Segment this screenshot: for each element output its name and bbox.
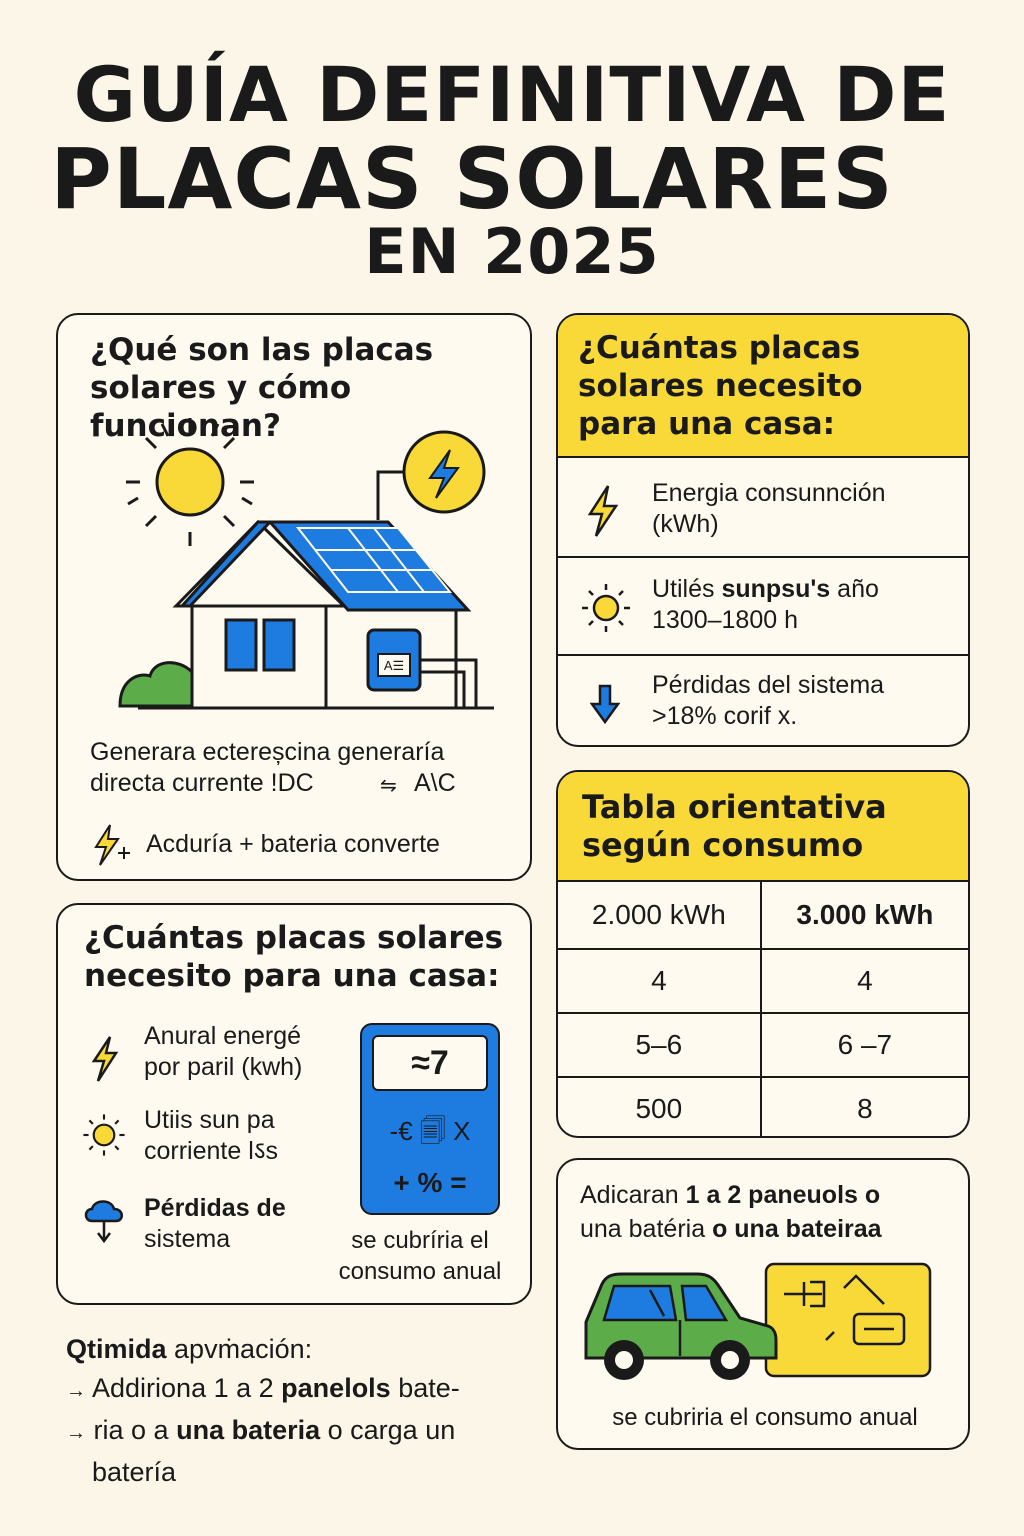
table-header-cell: 2.000 kWh bbox=[558, 881, 761, 949]
table-cell: 500 bbox=[558, 1077, 761, 1138]
need-row-losses-text: Pérdidas del sistema >18% corif x. bbox=[652, 671, 885, 730]
lightning-icon bbox=[90, 1035, 120, 1083]
bottom-heading-a: Qtimida bbox=[66, 1334, 167, 1364]
table-row bbox=[558, 1077, 968, 1138]
consumption-table bbox=[558, 880, 968, 1138]
card-calc-heading: ¿Cuántas placas solares necesito para una casa: bbox=[84, 920, 504, 994]
need-row-sun bbox=[558, 558, 968, 656]
bush-icon bbox=[120, 663, 192, 706]
calc-item-energy: Anural energé por paril (kwh) bbox=[144, 1022, 303, 1081]
table-cell: 4 bbox=[558, 949, 761, 1013]
how-line-1: Generara ectereșcina generaría bbox=[90, 738, 445, 766]
calculator-keys-row-1: -€ 🗐 X bbox=[389, 1116, 471, 1146]
bottom-note bbox=[66, 1330, 536, 1492]
table-header-cell: 3.000 kWh bbox=[761, 881, 968, 949]
need-row-energy-text: Energia consunnción (kWh) bbox=[652, 479, 886, 538]
house-illustration bbox=[58, 410, 532, 710]
need-row-sun-line1 bbox=[652, 574, 879, 605]
calculator-icon bbox=[360, 1023, 500, 1215]
bottom-item-3: batería bbox=[92, 1457, 177, 1487]
table-row bbox=[558, 949, 968, 1013]
card-add bbox=[556, 1158, 970, 1450]
arrow-right-icon: → bbox=[66, 1422, 86, 1444]
card-need-heading: ¿Cuántas placas solares necesito para una casa: bbox=[558, 315, 968, 458]
calc-item-losses-bold: Pérdidas de bbox=[144, 1194, 286, 1222]
table-heading: Tabla orientativa según consumo bbox=[558, 772, 968, 882]
lightning-plus-icon bbox=[92, 823, 132, 867]
calculator-display: ≈7 bbox=[372, 1035, 488, 1091]
lightning-icon bbox=[586, 484, 620, 538]
ac-dc-icon: ⇋ bbox=[380, 775, 397, 797]
bottom-item-2-a: ria o a bbox=[93, 1415, 169, 1445]
table-cell: 4 bbox=[761, 949, 968, 1013]
bottom-item-1 bbox=[66, 1369, 536, 1411]
title-line-2: PLACAS SOLARES bbox=[50, 130, 894, 228]
calc-item-sun: Utiis sun pa corriente lऽs bbox=[144, 1106, 278, 1165]
need-row-sun-text-a: Utilés bbox=[652, 575, 715, 603]
need-row-losses bbox=[558, 656, 968, 746]
calc-caption: se cubríria el consumo anual bbox=[338, 1227, 502, 1285]
how-line-2b: A\C bbox=[414, 769, 456, 797]
table-cell: 5–6 bbox=[558, 1013, 761, 1077]
bottom-heading-b: apvṁación: bbox=[174, 1334, 313, 1364]
add-caption: se cubriria el consumo anual bbox=[612, 1404, 918, 1431]
how-line-2a: directa currente !DC bbox=[90, 769, 314, 797]
need-row-sun-line2: 1300–1800 h bbox=[652, 606, 798, 634]
sun-icon bbox=[80, 1111, 128, 1159]
card-how-it-works bbox=[56, 313, 532, 881]
battery-icon bbox=[764, 1262, 934, 1380]
title-line-3: EN 2025 bbox=[364, 215, 660, 288]
card-how-heading: ¿Qué son las placas solares y cómo funcionan? bbox=[90, 332, 434, 444]
bottom-heading bbox=[66, 1330, 536, 1369]
card-calc bbox=[56, 903, 532, 1305]
sun-icon bbox=[126, 418, 254, 546]
bottom-item-2-c: o carga un bbox=[327, 1415, 456, 1445]
bottom-item-2-b: una bateria bbox=[176, 1415, 321, 1445]
need-row-sun-text-c: año bbox=[837, 575, 879, 603]
card-need bbox=[556, 313, 970, 747]
bottom-item-1-a: Addiriona 1 a 2 bbox=[92, 1373, 274, 1403]
cloud-down-icon bbox=[82, 1195, 126, 1245]
need-row-sun-text-b: sunpsu's bbox=[721, 575, 831, 603]
arrow-down-icon bbox=[590, 684, 620, 724]
arrow-right-icon: → bbox=[66, 1380, 86, 1402]
sun-icon bbox=[578, 580, 634, 636]
title-line-1: GUÍA DEFINITIVA DE bbox=[73, 50, 951, 139]
add-line-1-b: 1 a 2 paneuols o bbox=[685, 1181, 881, 1209]
table-row bbox=[558, 1013, 968, 1077]
add-line-1 bbox=[580, 1180, 880, 1211]
table-header-row bbox=[558, 881, 968, 949]
house-icon bbox=[138, 522, 494, 708]
card-table bbox=[556, 770, 970, 1138]
calc-item-losses: sistema bbox=[144, 1225, 231, 1253]
add-line-2-a: una batéria bbox=[580, 1215, 706, 1243]
lightning-icon bbox=[378, 432, 484, 520]
table-cell: 8 bbox=[761, 1077, 968, 1138]
svg-text:A☰: A☰ bbox=[383, 658, 405, 673]
car-icon bbox=[580, 1270, 780, 1388]
bottom-item-2 bbox=[66, 1411, 536, 1453]
calculator-keys-row-2: + % = bbox=[393, 1167, 467, 1198]
add-line-2-b: o una bateiraa bbox=[712, 1215, 882, 1243]
add-line-2 bbox=[580, 1214, 882, 1245]
how-line-3: Acduría + bateria converte bbox=[146, 830, 440, 858]
bottom-item-1-c: bate- bbox=[398, 1373, 460, 1403]
add-line-1-a: Adicaran bbox=[580, 1181, 679, 1209]
bottom-item-1-b: panelols bbox=[281, 1373, 391, 1403]
need-row-energy bbox=[558, 458, 968, 558]
table-cell: 6 –7 bbox=[761, 1013, 968, 1077]
